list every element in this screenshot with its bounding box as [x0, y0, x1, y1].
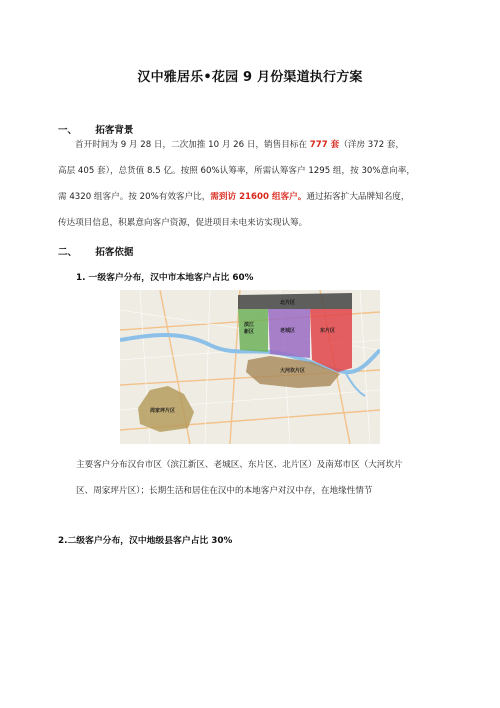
- paragraph-line-2: 高层 405 套），总货值 8.5 亿。按照 60%认筹率，所需认筹客户 1295 组，按 30%意向率，: [58, 166, 415, 176]
- subheading-first-tier: 1. 一级客户分布，汉中市本地客户占比 60%: [76, 273, 254, 283]
- subheading-second-tier: 2.二级客户分布，汉中地级县客户占比 30%: [58, 536, 233, 546]
- section-2-number: 二、: [58, 247, 78, 258]
- paragraph-line-4: 传达项目信息，积累意向客户资源，促进项目未电来访实现认筹。: [58, 218, 308, 228]
- text-run: 需 4320 组客户。按 20%有效客户比，: [58, 192, 211, 202]
- text-run: 首开时间为 9 月 28 日，二次加推 10 月 26 日，销售目标在: [75, 140, 310, 150]
- customer-distribution-description: [76, 452, 452, 504]
- text-run: 通过拓客扩大品牌知名度，: [306, 192, 410, 202]
- document-title: 汉中雅居乐•花园 9 月份渠道执行方案: [137, 70, 363, 85]
- sales-target-highlight: 777 套: [309, 140, 340, 150]
- section-1-number: 一、: [58, 125, 78, 136]
- label-north: 北片区: [280, 300, 296, 306]
- label-east: 东片区: [320, 328, 336, 334]
- label-binjiang-2: 新区: [244, 329, 255, 335]
- label-binjiang-1: 滨江: [244, 322, 255, 328]
- description-line-2: 区、周家坪片区）；长期生活和居住在汉中的本地客户对汉中存，在地缘性情节: [76, 486, 373, 496]
- paragraph-line-1: [58, 132, 450, 158]
- district-map: [120, 290, 380, 444]
- visit-target-highlight: 需到访 21600 组客户。: [210, 192, 307, 202]
- description-line-1: 主要客户分布汉台市区（滨江新区、老城区、东片区、北片区）及南郑市区（大河坎片: [76, 460, 403, 470]
- text-run: （洋房 372 套，: [339, 140, 405, 150]
- section-2-title: 拓客依据: [95, 247, 134, 258]
- paragraph-line-3: [58, 184, 450, 210]
- section-1-paragraph: [58, 132, 450, 236]
- section-2-heading: [58, 244, 133, 258]
- label-dahekan: 大河坎片区: [280, 368, 306, 374]
- label-zhoujiaping: 周家坪片区: [150, 408, 176, 414]
- label-oldcity: 老城区: [280, 328, 296, 334]
- section-1-title: 拓客背景: [95, 125, 134, 136]
- district-map-svg: [120, 290, 380, 444]
